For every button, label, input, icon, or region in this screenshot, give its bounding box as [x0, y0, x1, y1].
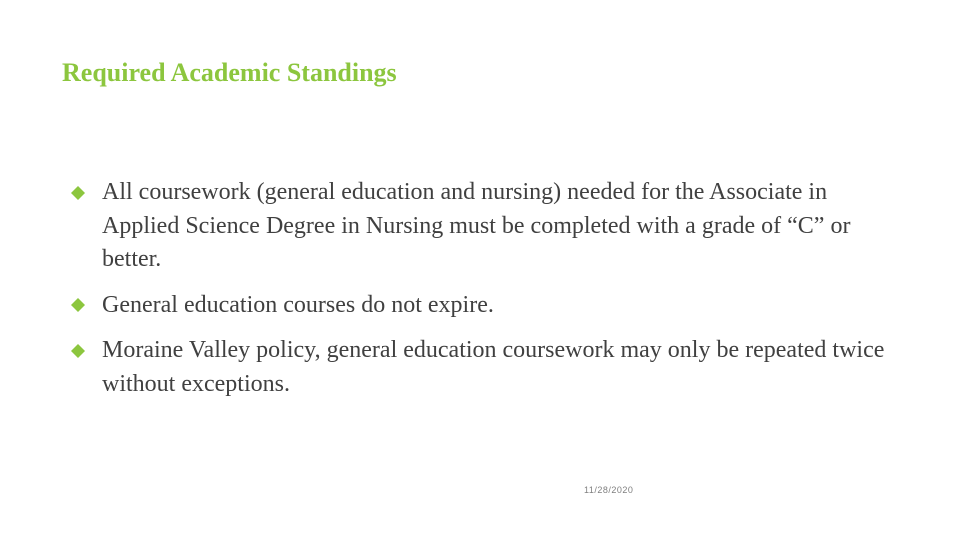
bullet-text: Moraine Valley policy, general education coursework may only be repeated twice without exceptions. — [102, 337, 885, 397]
bullet-text: All coursework (general education and nursing) needed for the Associate in Applied Science Degree in Nursing must be completed with a grade of “C” or better. — [102, 179, 851, 272]
bullet-list — [66, 176, 886, 413]
diamond-icon — [66, 289, 90, 323]
bullet-item — [66, 289, 886, 323]
slide-date: 11/28/2020 — [584, 485, 634, 495]
bullet-item — [66, 176, 886, 277]
slide-title: Required Academic Standings — [62, 58, 397, 87]
diamond-icon — [66, 334, 90, 368]
bullet-item — [66, 334, 886, 401]
bullet-text: General education courses do not expire. — [102, 291, 494, 318]
diamond-icon — [66, 176, 90, 210]
